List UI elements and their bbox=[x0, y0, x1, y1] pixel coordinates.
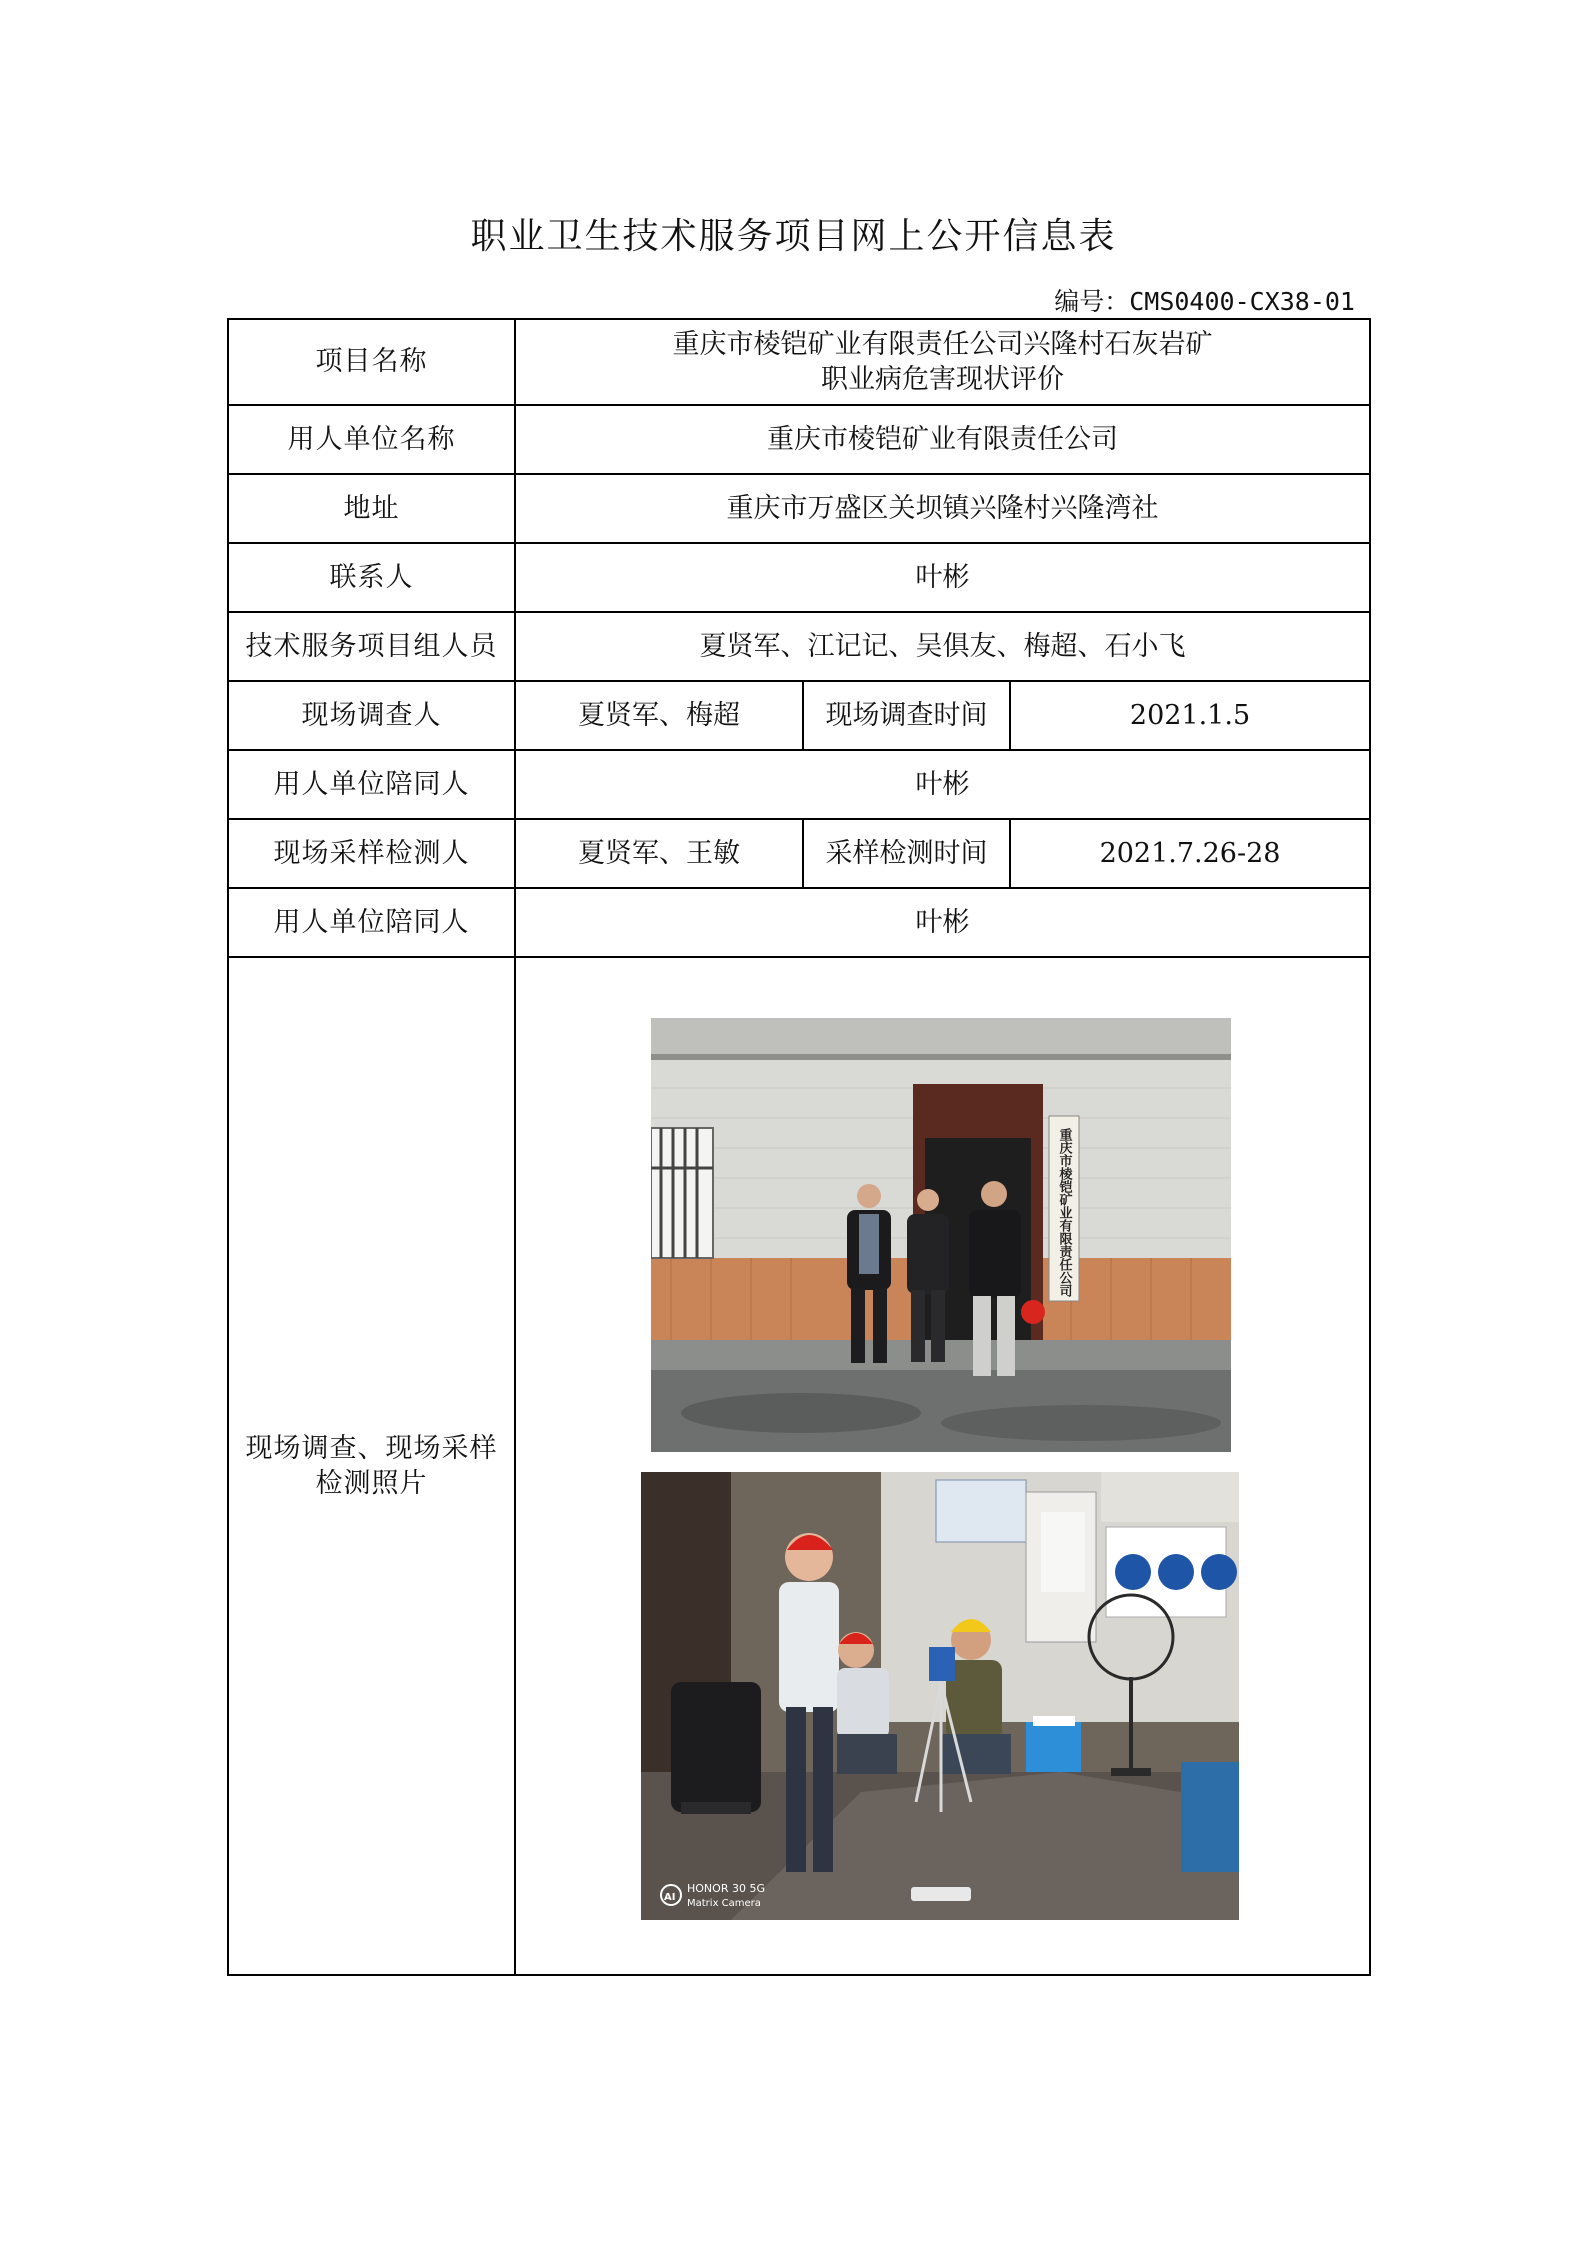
employer-label: 用人单位名称 bbox=[228, 405, 515, 474]
escort-2-label: 用人单位陪同人 bbox=[228, 888, 515, 957]
vertical-sign-text: 重庆市棱铠矿业有限责任公司 bbox=[1056, 1128, 1072, 1297]
info-table bbox=[227, 318, 1371, 1976]
site-survey-photo-image bbox=[651, 1018, 1231, 1452]
row-contact bbox=[228, 543, 1370, 612]
contact-value: 叶彬 bbox=[515, 543, 1370, 612]
team-label: 技术服务项目组人员 bbox=[228, 612, 515, 681]
project-name-value bbox=[515, 319, 1370, 405]
document-title: 职业卫生技术服务项目网上公开信息表 bbox=[470, 216, 1117, 257]
row-address bbox=[228, 474, 1370, 543]
row-project-name bbox=[228, 319, 1370, 405]
project-name-label: 项目名称 bbox=[228, 319, 515, 405]
photos-label-line2: 检测照片 bbox=[315, 1468, 428, 1499]
employer-value: 重庆市棱铠矿业有限责任公司 bbox=[515, 405, 1370, 474]
survey-time-label: 现场调查时间 bbox=[803, 681, 1010, 750]
sampling-photo bbox=[641, 1472, 1239, 1920]
address-value: 重庆市万盛区关坝镇兴隆村兴隆湾社 bbox=[515, 474, 1370, 543]
escort-1-value: 叶彬 bbox=[515, 750, 1370, 819]
row-escort-2 bbox=[228, 888, 1370, 957]
row-survey bbox=[228, 681, 1370, 750]
photos-label bbox=[228, 957, 515, 1975]
survey-value: 夏贤军、梅超 bbox=[515, 681, 803, 750]
survey-time-value: 2021.1.5 bbox=[1010, 681, 1370, 750]
sampling-photo-image bbox=[641, 1472, 1239, 1920]
escort-1-label: 用人单位陪同人 bbox=[228, 750, 515, 819]
row-sampling bbox=[228, 819, 1370, 888]
escort-2-value: 叶彬 bbox=[515, 888, 1370, 957]
camera-watermark-line2: Matrix Camera bbox=[687, 1898, 761, 1909]
site-survey-photo bbox=[651, 1018, 1231, 1452]
camera-watermark-line1: HONOR 30 5G bbox=[687, 1882, 765, 1895]
photos-label-line1: 现场调查、现场采样 bbox=[245, 1432, 498, 1464]
sampling-time-value: 2021.7.26-28 bbox=[1010, 819, 1370, 888]
sampling-label: 现场采样检测人 bbox=[228, 819, 515, 888]
team-value: 夏贤军、江记记、吴俱友、梅超、石小飞 bbox=[515, 612, 1370, 681]
sampling-value: 夏贤军、王敏 bbox=[515, 819, 803, 888]
row-photos bbox=[228, 957, 1370, 1975]
address-label: 地址 bbox=[228, 474, 515, 543]
survey-label: 现场调查人 bbox=[228, 681, 515, 750]
row-escort-1 bbox=[228, 750, 1370, 819]
svg-text:AI: AI bbox=[664, 1892, 676, 1903]
project-name-line1: 重庆市棱铠矿业有限责任公司兴隆村石灰岩矿 bbox=[672, 328, 1213, 360]
row-employer bbox=[228, 405, 1370, 474]
contact-label: 联系人 bbox=[228, 543, 515, 612]
document-code: 编号：CMS0400-CX38-01 bbox=[1054, 287, 1355, 316]
row-team bbox=[228, 612, 1370, 681]
sampling-time-label: 采样检测时间 bbox=[803, 819, 1010, 888]
project-name-line2: 职业病危害现状评价 bbox=[821, 364, 1065, 395]
photos-cell bbox=[515, 957, 1370, 1975]
